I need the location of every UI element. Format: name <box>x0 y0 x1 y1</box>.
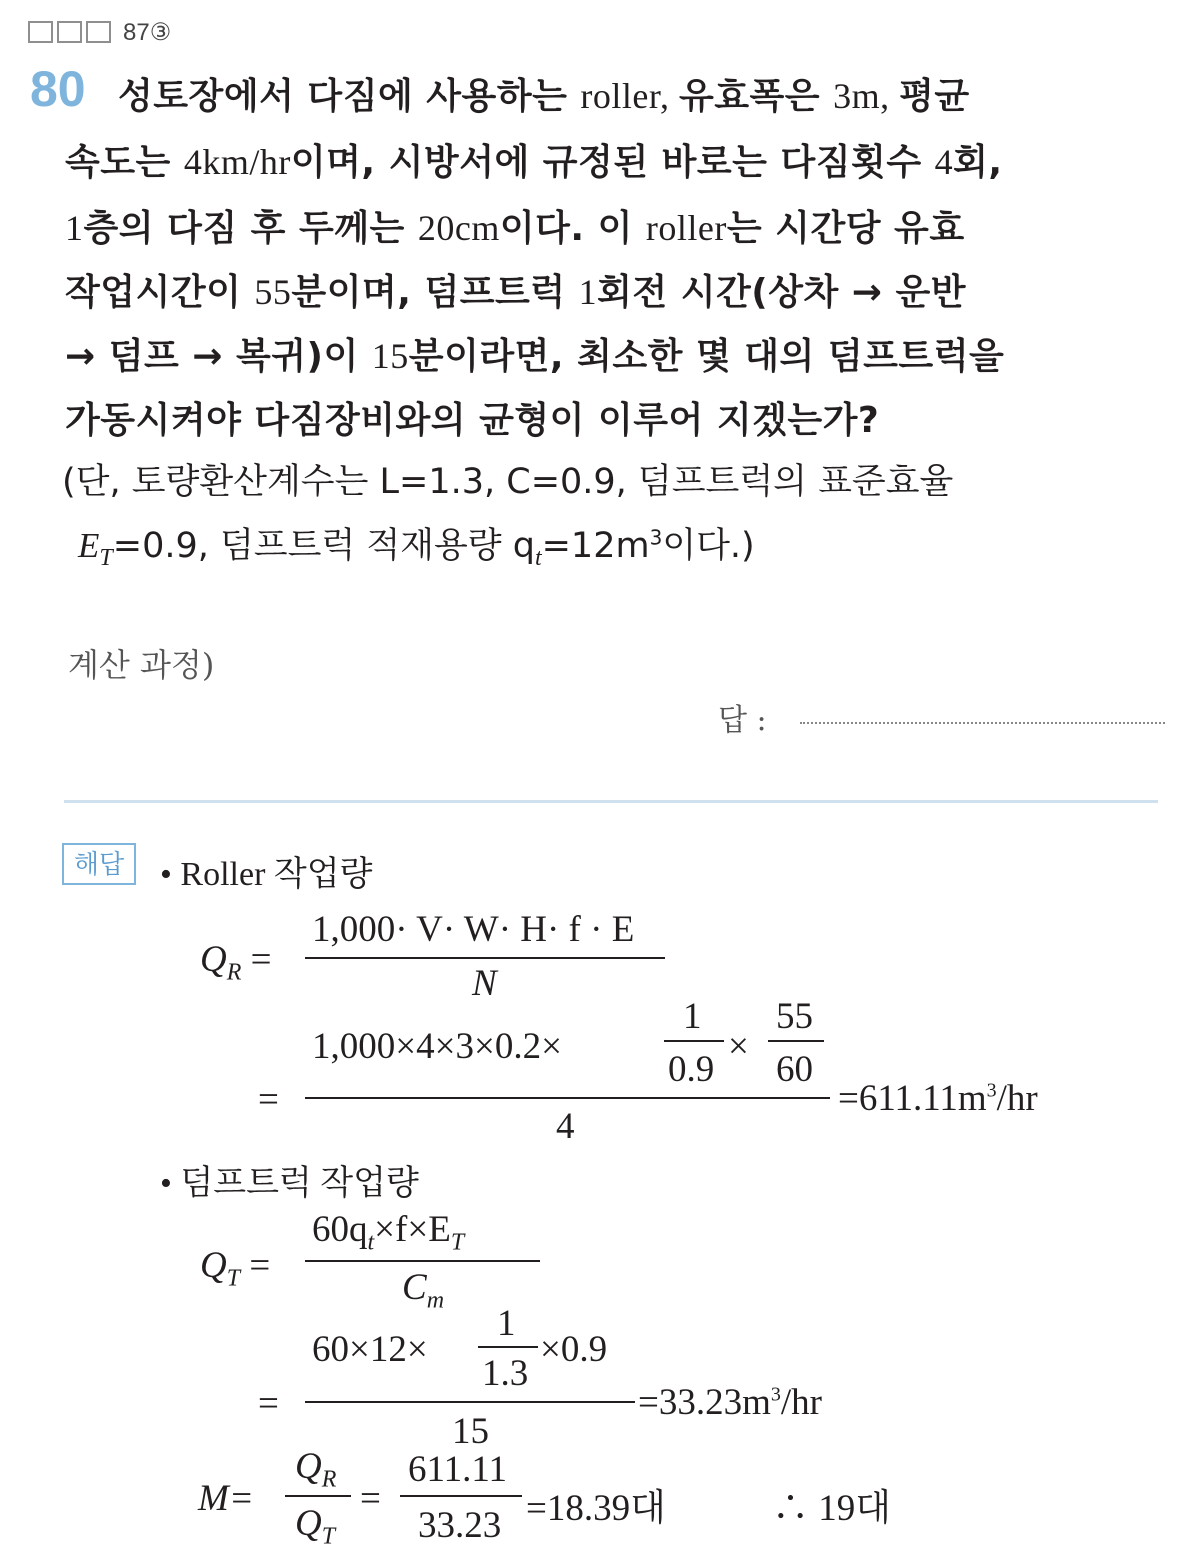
m-lhs: M= <box>198 1478 254 1519</box>
solution-badge: 해답 <box>62 843 136 885</box>
qt-calc-f-den: 1.3 <box>482 1353 529 1394</box>
qr-calc-denominator: 4 <box>556 1106 575 1147</box>
qr-calc-equals: = <box>258 1079 279 1120</box>
qt-formula-denominator: $C_m$ <box>402 1267 445 1314</box>
exam-code: 87③ <box>123 18 172 46</box>
question-line-3: 1층의 다짐 후 두께는 20cm이다. 이 roller는 시간당 유효 <box>65 208 965 249</box>
qr-formula-bar <box>305 957 665 959</box>
qr-lhs: $Q_R$ = <box>200 939 272 986</box>
section-divider <box>64 800 1158 803</box>
m-val-den: 33.23 <box>418 1505 502 1546</box>
qr-calc-numerator: 1,000×4×3×0.2× <box>312 1026 562 1067</box>
qt-calc-numerator: 60×12× <box>312 1329 428 1370</box>
qt-formula-numerator: $60q_t\times f\times E_T$ <box>312 1209 465 1256</box>
qr-result: $=611.11m^3/hr$ <box>838 1078 1038 1119</box>
qr-calc-f2-bar <box>768 1040 824 1042</box>
qt-formula-bar <box>305 1260 540 1262</box>
work-label: 계산 과정) <box>68 646 215 684</box>
m-final-answer: ∴ 19대 <box>772 1488 891 1529</box>
m-frac-num: $Q_R$ <box>295 1446 337 1493</box>
question-number: 80 <box>30 61 86 117</box>
question-line-1: 성토장에서 다짐에 사용하는 roller, 유효폭은 3m, 평균 <box>118 76 970 117</box>
answer-input-line[interactable] <box>800 722 1165 724</box>
question-note-line-1: (단, 토량환산계수는 L=1.3, C=0.9, 덤프트럭의 표준효율 <box>62 462 954 502</box>
qr-formula-numerator: 1,000· V· W· H· f · E <box>312 909 635 950</box>
qr-calc-times: × <box>728 1026 749 1067</box>
qt-calc-f-bar <box>478 1346 538 1348</box>
dump-section-title: • 덤프트럭 작업량 <box>160 1165 419 1202</box>
qr-formula-denominator: N <box>472 963 497 1004</box>
qr-calc-f2-num: 55 <box>776 996 813 1037</box>
question-line-2: 속도는 4km/hr이며, 시방서에 규정된 바로는 다짐횟수 4회, <box>65 142 1003 183</box>
checkbox-1[interactable] <box>28 21 53 43</box>
question-line-5: → 덤프 → 복귀)이 15분이라면, 최소한 몇 대의 덤프트럭을 <box>65 336 1005 377</box>
m-val-num: 611.11 <box>408 1449 508 1490</box>
answer-label: 답 : <box>718 703 767 738</box>
qt-calc-times: ×0.9 <box>540 1329 608 1370</box>
m-frac-bar <box>285 1495 351 1497</box>
roller-section-title: • Roller 작업량 <box>160 856 373 893</box>
qt-calc-denominator: 15 <box>452 1411 489 1452</box>
m-val-bar <box>400 1495 522 1497</box>
review-checkboxes <box>28 17 171 47</box>
qr-calc-f1-bar <box>664 1040 724 1042</box>
m-result: =18.39대 <box>526 1488 666 1529</box>
qr-calc-f1-den: 0.9 <box>668 1049 715 1090</box>
qt-calc-bar <box>305 1401 635 1403</box>
qr-calc-f2-den: 60 <box>776 1049 813 1090</box>
m-frac-den: $Q_T$ <box>295 1503 336 1550</box>
question-line-6: 가동시켜야 다짐장비와의 균형이 이루어 지겠는가? <box>65 400 880 441</box>
question-line-4: 작업시간이 55분이며, 덤프트럭 1회전 시간(상차 → 운반 <box>65 272 967 313</box>
qt-calc-equals: = <box>258 1383 279 1424</box>
checkbox-3[interactable] <box>86 21 111 43</box>
qr-calc-bar <box>305 1097 830 1099</box>
m-equals: = <box>360 1478 381 1519</box>
question-note-line-2: $E_T=0.9$, 덤프트럭 적재용량 $q_t=12m^3$이다.) <box>78 525 755 571</box>
qt-lhs: $Q_T$ = <box>200 1245 271 1292</box>
checkbox-2[interactable] <box>57 21 82 43</box>
qt-result: $=33.23m^3/hr$ <box>638 1382 823 1423</box>
qt-calc-f-num: 1 <box>497 1303 516 1344</box>
qr-calc-f1-num: 1 <box>683 996 702 1037</box>
